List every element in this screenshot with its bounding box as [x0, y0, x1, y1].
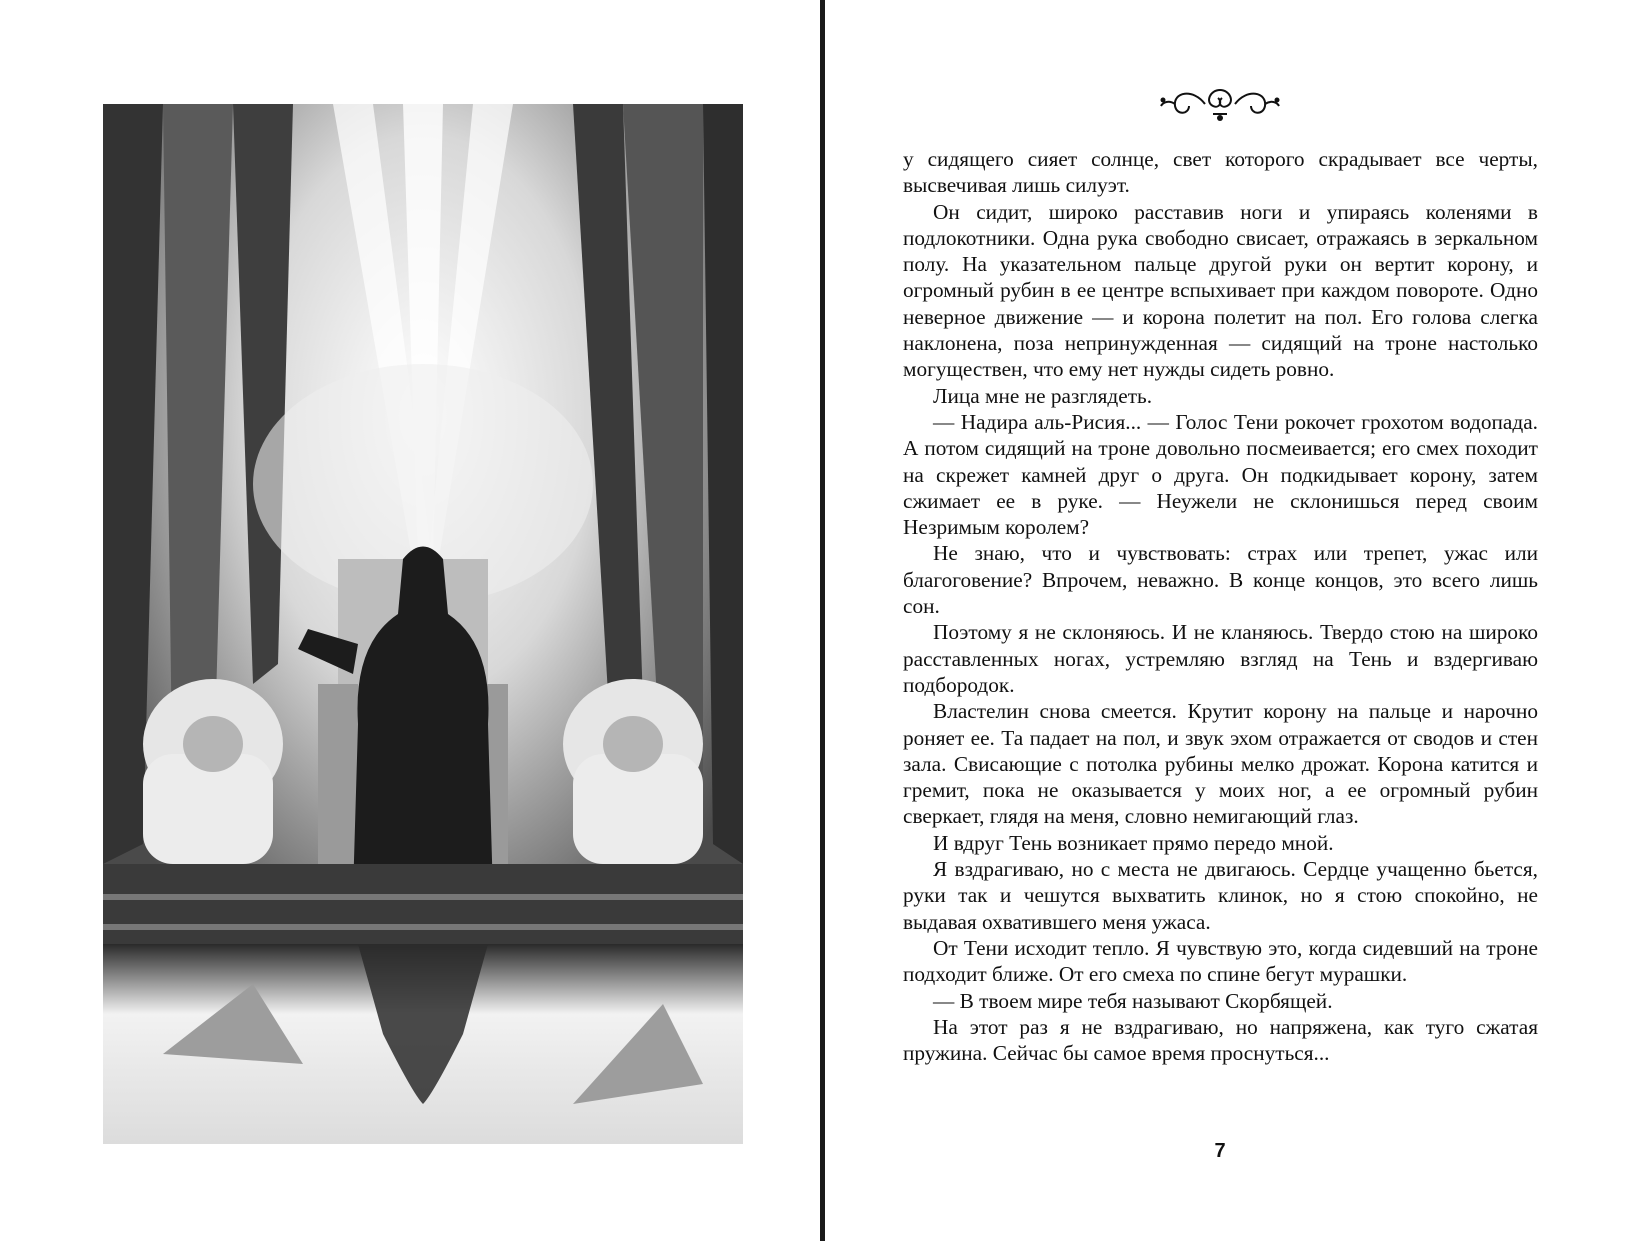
page-number: 7 [1214, 1140, 1226, 1162]
decorative-flourish-icon [1155, 80, 1285, 128]
paragraph: — Надира аль-Рисия... — Голос Тени рокочет грохотом водопада. А потом сидящий на троне довольно посмеивается; его смех походит на скрежет камней друг о друга. Он подкидывает корону, затем сжимает ее в руке. — Неужели не склонишься перед своим Незримым королем? [903, 409, 1538, 540]
paragraph: На этот раз я не вздрагиваю, но напряжена, как туго сжатая пружина. Сейчас бы самое время проснуться... [903, 1014, 1538, 1066]
throne-scene-illustration [103, 104, 743, 1144]
paragraph: И вдруг Тень возникает прямо передо мной. [933, 830, 1334, 855]
paragraph: Я вздрагиваю, но с места не двигаюсь. Сердце учащенно бьется, руки так и чешутся выхватить клинок, но я стою спокойно, не выдавая охватившего меня ужаса. [903, 857, 1538, 934]
paragraph: Поэтому я не склоняюсь. И не кланяюсь. Твердо стою на широко расставленных ногах, устремляю взгляд на Тень и вздергиваю подбородок. [903, 620, 1538, 697]
paragraph: Лица мне не разглядеть. [933, 383, 1153, 408]
paragraph: Властелин снова смеется. Крутит корону на пальце и нарочно роняет ее. Та падает на пол, и звук эхом отражается от сводов и стен зала. Свисающие с потолка рубины мелко дрожат. Корона катится и гремит, пока не оказывается у моих ног, а ее огромный рубин сверкает, глядя на меня, словно немигающий глаз. [903, 699, 1538, 829]
paragraph: Он сидит, широко расставив ноги и упираясь коленями в подлокотники. Одна рука свободно свисает, отражаясь в зеркальном полу. На указательном пальце другой руки он вертит корону, и огромный рубин в ее центре вспыхивает при каждом повороте. Одно неверное движение — и корона полетит на пол. Его голова слегка наклонена, поза непринужденная — сидящий на троне настолько могуществен, что ему нет нужды сидеть ровно. [903, 199, 1538, 382]
paragraph: — В твоем мире тебя называют Скорбящей. [933, 988, 1333, 1013]
book-gutter [820, 0, 825, 1241]
paragraph: От Тени исходит тепло. Я чувствую это, когда сидевший на троне подходит ближе. От его смеха по спине бегут мурашки. [903, 935, 1538, 987]
paragraph: у сидящего сияет солнце, свет которого скрадывает все черты, высвечивая лишь силуэт. [903, 147, 1538, 198]
paragraph: Не знаю, что и чувствовать: страх или трепет, ужас или благоговение? Впрочем, неважно. В конце концов, это всего лишь сон. [903, 541, 1538, 619]
chapter-text [903, 146, 1538, 1066]
